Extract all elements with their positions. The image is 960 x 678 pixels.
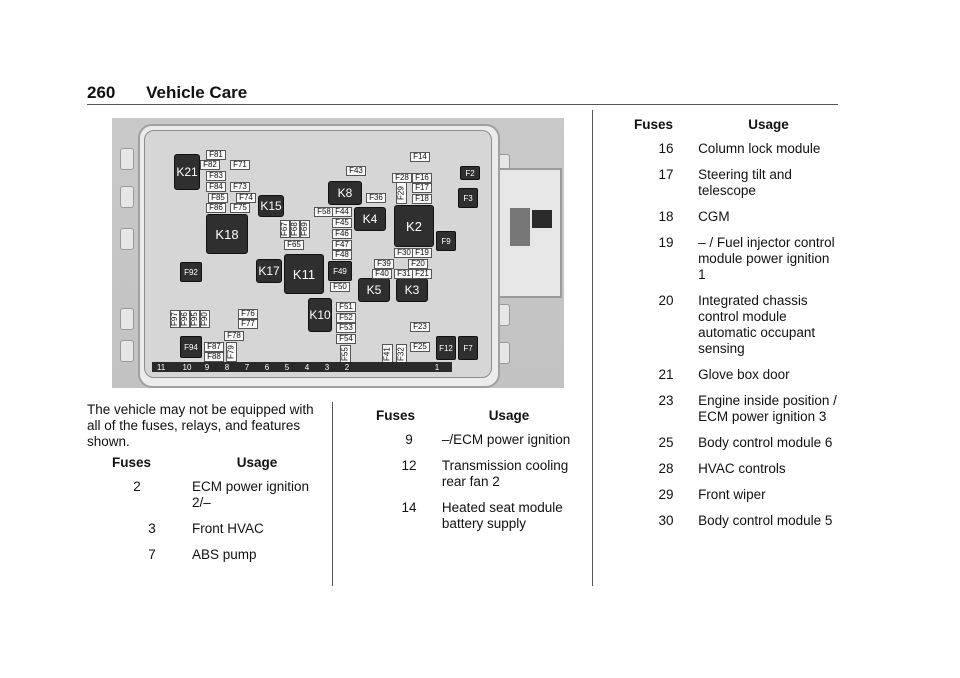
terminal-number: 4	[304, 362, 310, 372]
relay-k15: K15	[258, 195, 284, 217]
fuse-usage: Glove box door	[698, 367, 790, 382]
fuse-usage: ECM power ignition 2/–	[192, 479, 310, 510]
fuse-number: 29	[658, 487, 674, 502]
fuse-number: 12	[401, 458, 417, 473]
fuse-f31: F31	[394, 269, 414, 279]
fuse-number: 30	[658, 513, 674, 528]
table-row	[634, 487, 839, 513]
fuse-f25: F25	[410, 342, 430, 352]
fuse-number: 7	[148, 547, 156, 562]
fuse-usage: Transmission cooling rear fan 2	[441, 458, 569, 489]
fuse-f3: F3	[458, 188, 478, 208]
fuse-f14: F14	[410, 152, 430, 162]
fuse-f21: F21	[412, 269, 432, 279]
fuse-block-diagram	[112, 118, 564, 388]
table-row	[634, 141, 839, 167]
fuse-usage: Front HVAC	[192, 521, 264, 536]
fuse-number: 25	[658, 435, 674, 450]
fuse-f17: F17	[412, 183, 432, 193]
bracket-tab	[532, 210, 552, 228]
fuse-f86: F86	[206, 203, 226, 213]
usage-header: Usage	[488, 408, 530, 423]
fuse-f58: F58	[314, 207, 334, 217]
terminal-number: 9	[204, 362, 210, 372]
mount-tab	[120, 186, 134, 208]
fuse-f23: F23	[410, 322, 430, 332]
section-title: Vehicle Care	[146, 83, 248, 102]
fuse-table-2	[376, 408, 576, 542]
table-row	[376, 458, 576, 500]
mount-tab	[120, 308, 134, 330]
fuse-f92: F92	[180, 262, 202, 282]
terminal-number: 8	[224, 362, 230, 372]
table-row	[634, 461, 839, 487]
fuses-header: Fuses	[112, 455, 152, 470]
fuse-usage: Steering tilt and telescope	[698, 167, 792, 198]
fuse-f40: F40	[372, 269, 392, 279]
table-row	[634, 393, 839, 435]
fuse-f75: F75	[230, 203, 250, 213]
mount-tab	[120, 340, 134, 362]
fuse-f94: F94	[180, 336, 202, 358]
fuse-f73: F73	[230, 182, 250, 192]
fuse-f7: F7	[458, 336, 478, 360]
fuse-f46: F46	[332, 229, 352, 239]
fuse-f82: F82	[200, 160, 220, 170]
fuse-usage: Integrated chassis control module automatic occupant sensing	[698, 293, 816, 356]
table-row	[634, 235, 839, 293]
fuse-f19: F19	[412, 248, 432, 258]
column-divider	[592, 110, 593, 586]
terminal-number: 7	[244, 362, 250, 372]
terminal-number: 11	[156, 362, 166, 372]
fuse-usage: Body control module 5	[698, 513, 833, 528]
mount-tab	[120, 148, 134, 170]
fuses-header: Fuses	[376, 408, 416, 423]
fuse-usage: – / Fuel injector control module power ignition 1	[698, 235, 835, 282]
table-row	[634, 435, 839, 461]
relay-k4: K4	[354, 207, 386, 231]
fuse-f74: F74	[236, 193, 256, 203]
relay-k10: K10	[308, 298, 332, 332]
table-row	[112, 547, 322, 573]
fuse-table-3	[634, 117, 839, 539]
fuse-number: 21	[658, 367, 674, 382]
fuse-usage: Column lock module	[698, 141, 821, 156]
terminal-number: 10	[182, 362, 192, 372]
table-row	[634, 209, 839, 235]
fuse-f54: F54	[336, 334, 356, 344]
page-header	[87, 83, 247, 103]
relay-k5: K5	[358, 278, 390, 302]
fuse-f95: F95	[190, 310, 200, 328]
intro-paragraph: The vehicle may not be equipped with all of the fuses, relays, and features shown.	[87, 402, 314, 449]
fuse-f18: F18	[412, 194, 432, 204]
fuse-number: 3	[148, 521, 156, 536]
fuse-f71: F71	[230, 160, 250, 170]
table-row	[634, 293, 839, 367]
fuse-f55: F55	[340, 345, 351, 363]
fuse-f29: F29	[396, 182, 407, 204]
fuse-f83: F83	[206, 171, 226, 181]
fuse-f2: F2	[460, 166, 480, 180]
fuse-usage: –/ECM power ignition	[441, 432, 571, 447]
terminal-number: 6	[264, 362, 270, 372]
fuse-number: 2	[133, 479, 141, 494]
fuse-f52: F52	[336, 313, 356, 323]
fuse-f53: F53	[336, 323, 356, 333]
fuse-f68: F68	[290, 220, 300, 238]
fuse-f69: F69	[300, 220, 310, 238]
relay-k18: K18	[206, 214, 248, 254]
fuse-f88: F88	[204, 352, 224, 362]
table-row	[112, 479, 322, 521]
fuse-f79: F79	[226, 342, 237, 362]
fuse-f30: F30	[394, 248, 414, 258]
table-row	[634, 167, 839, 209]
fuse-usage: ABS pump	[192, 547, 257, 562]
mount-tab	[120, 228, 134, 250]
terminal-number: 1	[434, 362, 440, 372]
page-number: 260	[87, 83, 116, 102]
fuse-number: 28	[658, 461, 674, 476]
fuse-f76: F76	[238, 309, 258, 319]
fuse-usage: Body control module 6	[698, 435, 833, 450]
fuse-f16: F16	[412, 173, 432, 183]
fuse-f84: F84	[206, 182, 226, 192]
fuse-f28: F28	[392, 173, 412, 183]
relay-k3: K3	[396, 278, 428, 302]
fuse-f48: F48	[332, 250, 352, 260]
fuse-usage: HVAC controls	[698, 461, 786, 476]
fuse-number: 23	[658, 393, 674, 408]
fuse-f85: F85	[208, 193, 228, 203]
table-row	[112, 521, 322, 547]
fuse-f45: F45	[332, 218, 352, 228]
bracket-slot	[510, 208, 530, 246]
usage-header: Usage	[236, 455, 278, 470]
terminal-number: 2	[344, 362, 350, 372]
fuse-f87: F87	[204, 342, 224, 352]
fuse-f90: F90	[200, 310, 210, 328]
fuse-number: 16	[658, 141, 674, 156]
fuse-f32: F32	[396, 344, 407, 364]
relay-k21: K21	[174, 154, 200, 190]
relay-k17: K17	[256, 259, 282, 283]
fuse-usage: Heated seat module battery supply	[441, 500, 563, 531]
table-row	[376, 432, 576, 458]
fuse-f20: F20	[408, 259, 428, 269]
fuse-f67: F67	[280, 220, 290, 238]
fuse-f9: F9	[436, 231, 456, 251]
table-row	[634, 367, 839, 393]
fuse-usage: Engine inside position / ECM power ignition 3	[698, 393, 837, 424]
fuse-number: 18	[658, 209, 674, 224]
fuse-f39: F39	[374, 259, 394, 269]
fuse-f65: F65	[284, 240, 304, 250]
header-rule	[87, 104, 838, 105]
terminal-number: 3	[324, 362, 330, 372]
fuse-usage: Front wiper	[698, 487, 766, 502]
fuse-f78: F78	[224, 331, 244, 341]
fuse-f12: F12	[436, 336, 456, 360]
fuse-f81: F81	[206, 150, 226, 160]
fuse-number: 19	[658, 235, 674, 250]
fuse-f47: F47	[332, 240, 352, 250]
table-row	[634, 513, 839, 539]
fuse-f97: F97	[170, 310, 180, 328]
fuse-usage: CGM	[698, 209, 730, 224]
fuse-table-1	[112, 455, 322, 573]
fuse-number: 9	[405, 432, 413, 447]
relay-k8: K8	[328, 181, 362, 205]
fuse-f44: F44	[332, 207, 352, 217]
fuse-f50: F50	[330, 282, 350, 292]
fuse-number: 17	[658, 167, 674, 182]
fuse-number: 20	[658, 293, 674, 308]
table-row	[376, 500, 576, 542]
relay-k2: K2	[394, 205, 434, 247]
column-divider	[332, 402, 333, 586]
fuse-f41: F41	[382, 344, 393, 364]
fuse-f51: F51	[336, 302, 356, 312]
fuse-f43: F43	[346, 166, 366, 176]
fuse-f36: F36	[366, 193, 386, 203]
fuse-f49: F49	[328, 261, 352, 281]
terminal-number: 5	[284, 362, 290, 372]
fuse-f77: F77	[238, 319, 258, 329]
fuse-number: 14	[401, 500, 417, 515]
relay-k11: K11	[284, 254, 324, 294]
fuses-header: Fuses	[634, 117, 674, 132]
fuse-f96: F96	[180, 310, 190, 328]
usage-header: Usage	[748, 117, 789, 132]
